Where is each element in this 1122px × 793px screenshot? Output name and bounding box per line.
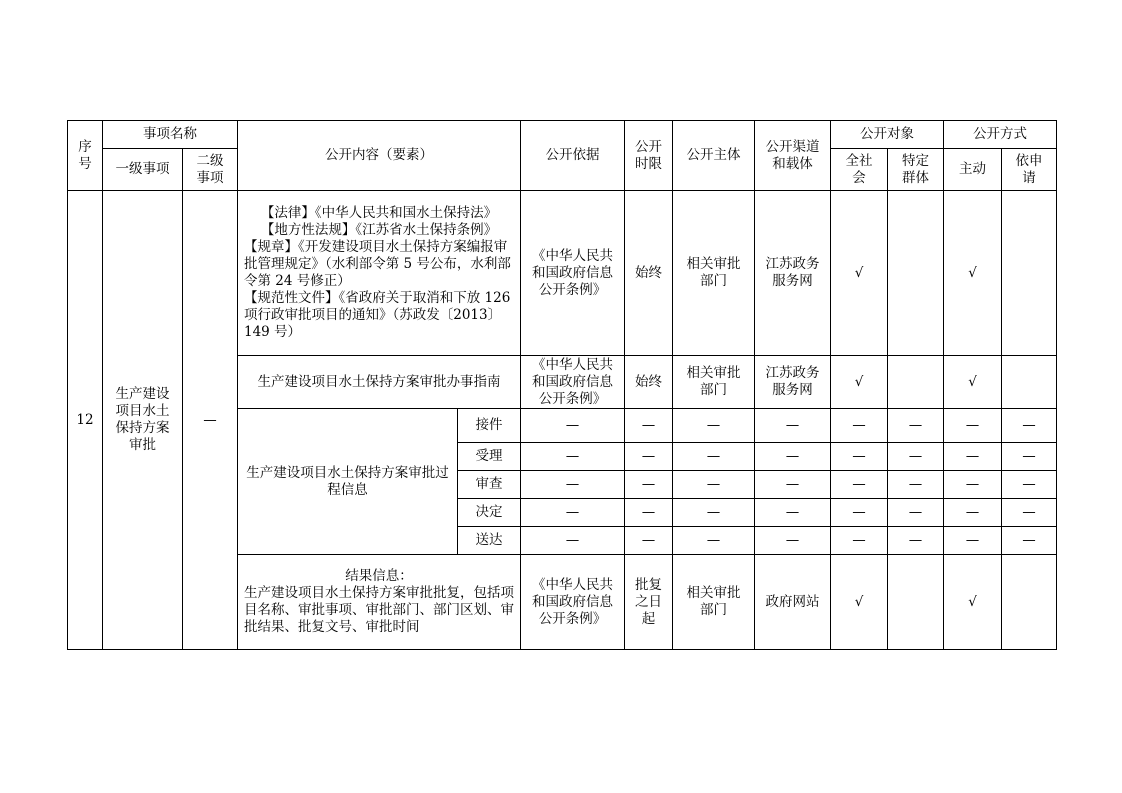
cell-method-request: — bbox=[1002, 443, 1057, 471]
header-item-name: 事项名称 bbox=[103, 121, 238, 149]
cell-target-all: √ bbox=[831, 191, 888, 356]
cell-channel: — bbox=[755, 499, 831, 527]
cell-channel: — bbox=[755, 443, 831, 471]
cell-subject: — bbox=[673, 527, 755, 555]
cell-method-active: — bbox=[944, 409, 1002, 443]
cell-subject: — bbox=[673, 409, 755, 443]
content-guide: 生产建设项目水土保持方案审批办事指南 bbox=[238, 356, 521, 409]
cell-target-specific bbox=[888, 191, 944, 356]
cell-target-specific bbox=[888, 555, 944, 650]
cell-method-request: — bbox=[1002, 527, 1057, 555]
cell-target-specific bbox=[888, 356, 944, 409]
cell-time-limit: — bbox=[625, 499, 673, 527]
content-line: 【法律】《中华人民共和国水土保持法》 bbox=[260, 205, 498, 221]
cell-basis: — bbox=[521, 471, 625, 499]
content-result bbox=[238, 555, 521, 650]
header-target-all: 全社会 bbox=[831, 149, 888, 191]
cell-target-specific: — bbox=[888, 527, 944, 555]
content-line: 【规范性文件】《省政府关于取消和下放 126 项行政审批项目的通知》（苏政发〔2013〕149 号） bbox=[244, 290, 511, 340]
cell-method-active: √ bbox=[944, 555, 1002, 650]
cell-target-all: √ bbox=[831, 356, 888, 409]
cell-method-active: — bbox=[944, 499, 1002, 527]
cell-method-request: — bbox=[1002, 499, 1057, 527]
result-content: 生产建设项目水土保持方案审批批复，包括项目名称、审批事项、审批部门、部门区划、审批结果、批复文号、审批时间 bbox=[244, 585, 514, 635]
cell-subject: 相关审批部门 bbox=[673, 356, 755, 409]
cell-method-active: √ bbox=[944, 356, 1002, 409]
content-line: 【规章】《开发建设项目水土保持方案编报审批管理规定》（水利部令第 5 号公布，水利部令第 24 号修正） bbox=[244, 239, 511, 289]
result-title: 结果信息： bbox=[345, 568, 413, 584]
header-target: 公开对象 bbox=[831, 121, 944, 149]
process-step-name: 接件 bbox=[458, 409, 521, 443]
cell-method-request bbox=[1002, 555, 1057, 650]
cell-target-all: — bbox=[831, 409, 888, 443]
cell-target-all: — bbox=[831, 443, 888, 471]
cell-method-request bbox=[1002, 191, 1057, 356]
cell-channel: — bbox=[755, 527, 831, 555]
cell-channel: 政府网站 bbox=[755, 555, 831, 650]
header-row-1 bbox=[68, 121, 1057, 149]
content-line: 【地方性法规】《江苏省水土保持条例》 bbox=[260, 222, 498, 238]
header-seq: 序号 bbox=[68, 121, 103, 191]
cell-channel: 江苏政务服务网 bbox=[755, 191, 831, 356]
table-row bbox=[68, 191, 1057, 356]
process-step-name: 送达 bbox=[458, 527, 521, 555]
cell-method-active: — bbox=[944, 527, 1002, 555]
cell-time-limit: — bbox=[625, 443, 673, 471]
cell-method-active: — bbox=[944, 443, 1002, 471]
cell-basis: 《中华人民共和国政府信息公开条例》 bbox=[521, 191, 625, 356]
cell-method-active: √ bbox=[944, 191, 1002, 356]
cell-subject: 相关审批部门 bbox=[673, 555, 755, 650]
process-step-name: 受理 bbox=[458, 443, 521, 471]
disclosure-table bbox=[67, 120, 1057, 650]
cell-basis: — bbox=[521, 443, 625, 471]
header-level2: 二级事项 bbox=[183, 149, 238, 191]
cell-target-all: — bbox=[831, 471, 888, 499]
cell-channel: — bbox=[755, 409, 831, 443]
header-target-specific: 特定群体 bbox=[888, 149, 944, 191]
cell-time-limit: — bbox=[625, 409, 673, 443]
cell-target-specific: — bbox=[888, 409, 944, 443]
cell-target-specific: — bbox=[888, 499, 944, 527]
cell-target-all: — bbox=[831, 499, 888, 527]
header-method-active: 主动 bbox=[944, 149, 1002, 191]
process-step-name: 审查 bbox=[458, 471, 521, 499]
content-legal-basis bbox=[238, 191, 521, 356]
header-time-limit: 公开时限 bbox=[625, 121, 673, 191]
cell-time-limit: 始终 bbox=[625, 191, 673, 356]
cell-target-specific: — bbox=[888, 443, 944, 471]
cell-method-active: — bbox=[944, 471, 1002, 499]
content-process: 生产建设项目水土保持方案审批过程信息 bbox=[238, 409, 458, 555]
cell-basis: 《中华人民共和国政府信息公开条例》 bbox=[521, 555, 625, 650]
cell-target-all: — bbox=[831, 527, 888, 555]
cell-subject: 相关审批部门 bbox=[673, 191, 755, 356]
cell-method-request bbox=[1002, 356, 1057, 409]
cell-subject: — bbox=[673, 499, 755, 527]
cell-target-specific: — bbox=[888, 471, 944, 499]
cell-channel: — bbox=[755, 471, 831, 499]
cell-subject: — bbox=[673, 471, 755, 499]
header-level1: 一级事项 bbox=[103, 149, 183, 191]
cell-method-request: — bbox=[1002, 471, 1057, 499]
cell-subject: — bbox=[673, 443, 755, 471]
record-seq: 12 bbox=[68, 191, 103, 650]
header-content: 公开内容（要素） bbox=[238, 121, 521, 191]
header-subject: 公开主体 bbox=[673, 121, 755, 191]
cell-time-limit: — bbox=[625, 527, 673, 555]
cell-channel: 江苏政务服务网 bbox=[755, 356, 831, 409]
header-method-request: 依申请 bbox=[1002, 149, 1057, 191]
process-step-name: 决定 bbox=[458, 499, 521, 527]
cell-time-limit: 始终 bbox=[625, 356, 673, 409]
header-channel: 公开渠道和载体 bbox=[755, 121, 831, 191]
cell-basis: 《中华人民共和国政府信息公开条例》 bbox=[521, 356, 625, 409]
header-method: 公开方式 bbox=[944, 121, 1057, 149]
cell-time-limit: 批复之日起 bbox=[625, 555, 673, 650]
cell-basis: — bbox=[521, 527, 625, 555]
record-level2: — bbox=[183, 191, 238, 650]
record-level1: 生产建设项目水土保持方案审批 bbox=[103, 191, 183, 650]
cell-basis: — bbox=[521, 499, 625, 527]
cell-target-all: √ bbox=[831, 555, 888, 650]
cell-method-request: — bbox=[1002, 409, 1057, 443]
cell-basis: — bbox=[521, 409, 625, 443]
cell-time-limit: — bbox=[625, 471, 673, 499]
header-basis: 公开依据 bbox=[521, 121, 625, 191]
